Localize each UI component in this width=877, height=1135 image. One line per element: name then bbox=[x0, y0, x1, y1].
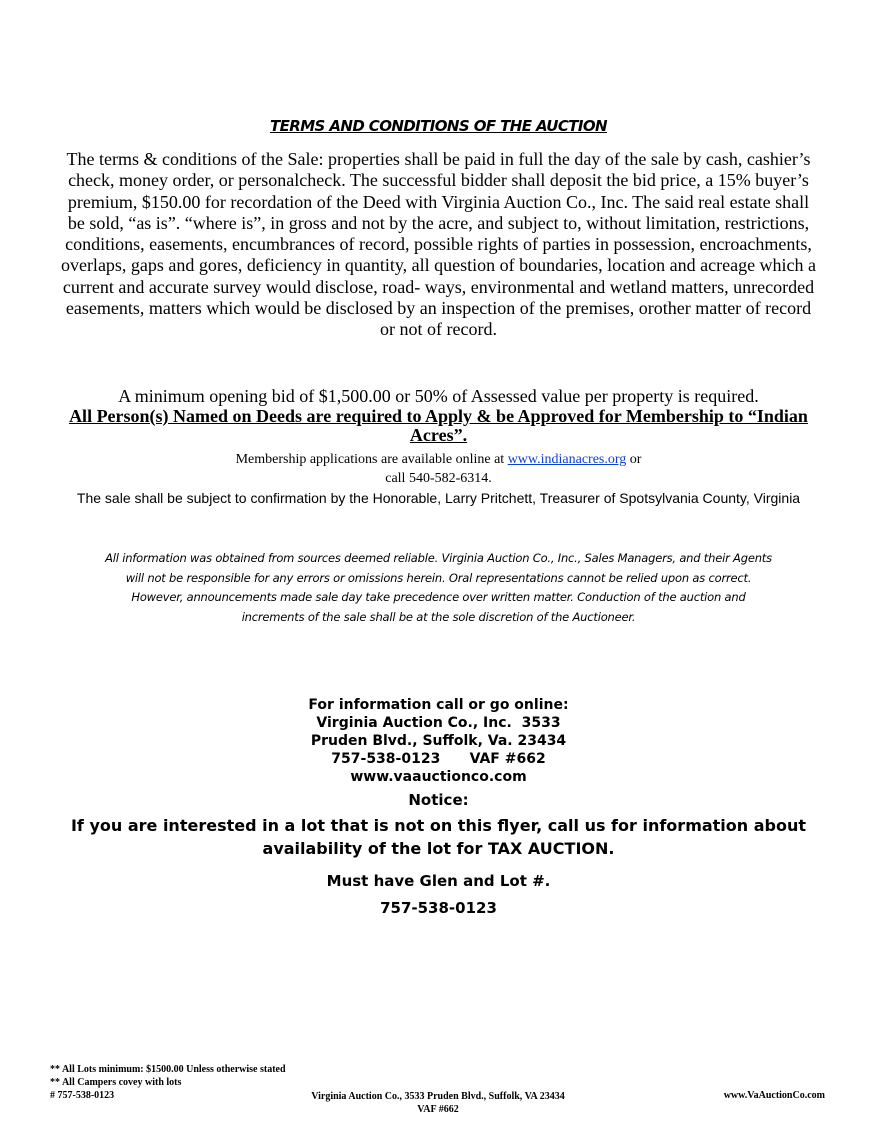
footer-phone: # 757-538-0123 bbox=[50, 1090, 115, 1101]
footer-vaf: VAF #662 bbox=[417, 1104, 459, 1115]
footer-website: www.VaAuctionCo.com bbox=[723, 1090, 825, 1101]
membership-suffix: or bbox=[629, 452, 642, 467]
contact-vaf: VAF #662 bbox=[469, 751, 546, 767]
notice-text: If you are interested in a lot that is not on this flyer, call us for information about availability of the lot for TAX AUCTION. bbox=[70, 816, 807, 858]
disclaimer-text: All information was obtained from sources deemed reliable. Virginia Auction Co., Inc., Sales Managers, and their Agents will not be responsible for any errors or omissions herein. Oral representations cannot be relied upon as correct. However, announcements made sale day take precedence over written matter. Conduction of the auction and increments of the sale shall be at the sole discretion of the Auctioneer. bbox=[105, 551, 772, 624]
address-line: Pruden Blvd., Suffolk, Va. 23434 bbox=[310, 733, 567, 749]
terms-paragraph: The terms & conditions of the Sale: properties shall be paid in full the day of the sale by cash, cashier’s check, money order, or personalcheck. The successful bidder shall deposit the bid price, a 15% buyer’s premium, $150.00 for recordation of the Deed with Virginia Auction Co., Inc. The said real estate shall be sold, “as is”. “where is”, in gross and not by the acre, and subject to, without limitation, restrictions, conditions, easements, encumbrances of record, possible rights of parties in possession, encroachments, overlaps, gaps and gores, deficiency in quantity, all question of boundaries, location and acreage which a current and accurate survey would disclose, road- ways, environmental and wetland matters, unrecorded easements, matters which would be disclosed by an inspection of the premises, orother matter of record or not of record. bbox=[60, 149, 817, 340]
footer-address: Virginia Auction Co., 3533 Pruden Blvd., Suffolk, VA 23434 bbox=[311, 1091, 565, 1102]
membership-requirement: All Person(s) Named on Deeds are required to Apply & be Approved for Membership to “Indian Acres”. bbox=[69, 406, 808, 445]
contact-heading: For information call or go online: bbox=[308, 697, 569, 713]
page-title: TERMS AND CONDITIONS OF THE AUCTION bbox=[269, 117, 608, 135]
contact-website: www.vaauctionco.com bbox=[350, 769, 527, 785]
minimum-bid-text: A minimum opening bid of $1,500.00 or 50% of Assessed value per property is required. bbox=[118, 386, 759, 406]
membership-info bbox=[40, 450, 837, 488]
membership-phone: call 540-582-6314. bbox=[385, 471, 492, 486]
contact-info bbox=[0, 696, 877, 786]
phone-vaf-line bbox=[0, 750, 877, 768]
indianacres-link[interactable]: www.indianacres.org bbox=[507, 452, 627, 467]
footer-address-block bbox=[260, 1090, 616, 1116]
notice-label: Notice: bbox=[408, 791, 469, 809]
footnote-campers: ** All Campers covey with lots bbox=[50, 1077, 182, 1088]
confirmation-text: The sale shall be subject to confirmation by the Honorable, Larry Pritchett, Treasurer of Spotsylvania County, Virginia bbox=[76, 490, 801, 506]
glen-lot-requirement: Must have Glen and Lot #. bbox=[326, 872, 551, 890]
membership-prefix: Membership applications are available online at bbox=[235, 452, 505, 467]
footnote-lots-minimum: ** All Lots minimum: $1500.00 Unless otherwise stated bbox=[50, 1064, 286, 1075]
contact-phone: 757-538-0123 bbox=[331, 751, 441, 767]
company-line: Virginia Auction Co., Inc. 3533 bbox=[316, 715, 561, 731]
notice-phone: 757-538-0123 bbox=[380, 899, 497, 917]
